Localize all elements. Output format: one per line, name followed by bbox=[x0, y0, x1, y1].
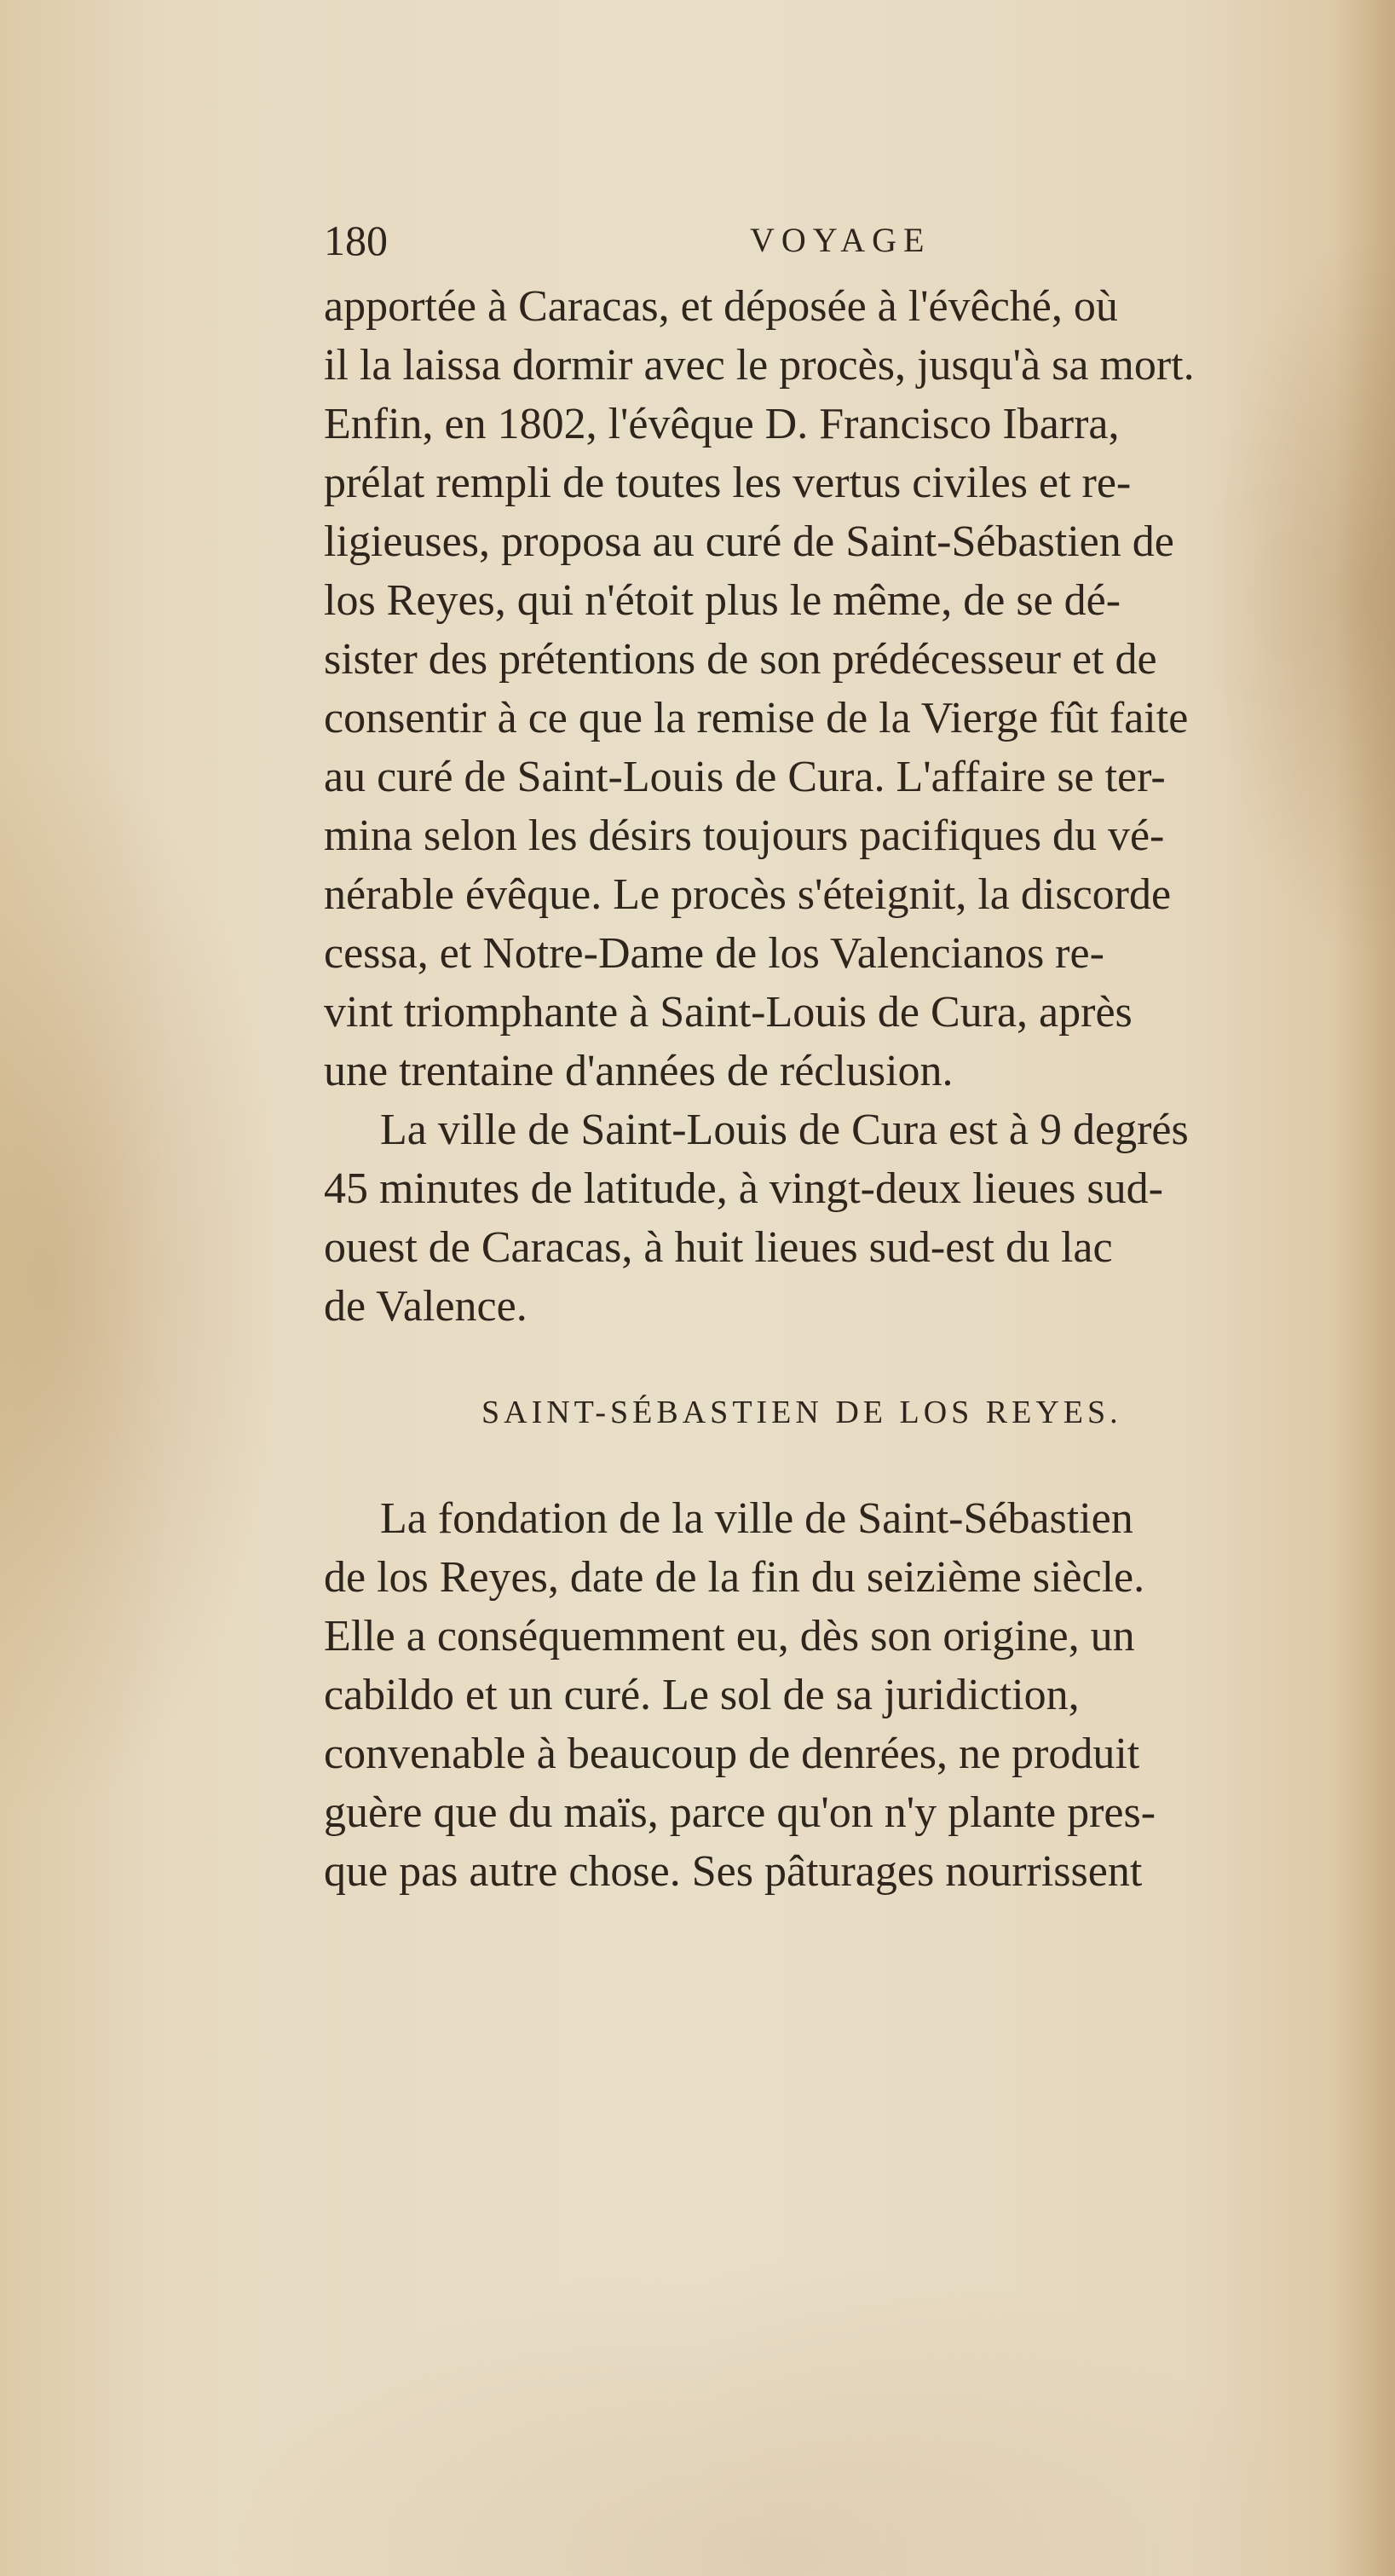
text-line: Elle a conséquemment eu, dès son origine, un bbox=[324, 1612, 1135, 1661]
text-line: los Reyes, qui n'étoit plus le même, de se dé- bbox=[324, 576, 1121, 625]
text-line: consentir à ce que la remise de la Vierge fût faite bbox=[324, 694, 1189, 742]
text-line: cabildo et un curé. Le sol de sa juridiction, bbox=[324, 1671, 1080, 1719]
page-number: 180 bbox=[324, 217, 388, 264]
running-title: VOYAGE bbox=[750, 221, 931, 259]
text-line: apportée à Caracas, et déposée à l'évêché, où bbox=[324, 282, 1118, 331]
section-heading: SAINT-SÉBASTIEN DE LOS REYES. bbox=[481, 1395, 1122, 1430]
text-line: de Valence. bbox=[324, 1282, 527, 1331]
text-line: vint triomphante à Saint-Louis de Cura, après bbox=[324, 988, 1133, 1037]
text-line: une trentaine d'années de réclusion. bbox=[324, 1047, 954, 1095]
text-line: de los Reyes, date de la fin du seizième siècle. bbox=[324, 1553, 1145, 1602]
paragraph-foundation bbox=[324, 1489, 1389, 1901]
text-line: convenable à beaucoup de denrées, ne produit bbox=[324, 1730, 1140, 1778]
text-line: La ville de Saint-Louis de Cura est à 9 degrés bbox=[380, 1106, 1189, 1154]
text-line: ligieuses, proposa au curé de Saint-Sébastien de bbox=[324, 517, 1174, 566]
text-line: La fondation de la ville de Saint-Sébastien bbox=[380, 1494, 1133, 1543]
text-line: Enfin, en 1802, l'évêque D. Francisco Ibarra, bbox=[324, 400, 1120, 448]
paragraph-location bbox=[324, 1100, 1389, 1336]
text-line: 45 minutes de latitude, à vingt-deux lieues sud- bbox=[324, 1164, 1163, 1213]
text-line: sister des prétentions de son prédécesseur et de bbox=[324, 635, 1157, 684]
text-line: guère que du maïs, parce qu'on n'y plante pres- bbox=[324, 1788, 1156, 1837]
text-line: au curé de Saint-Louis de Cura. L'affaire se ter- bbox=[324, 753, 1166, 801]
text-line: prélat rempli de toutes les vertus civiles et re- bbox=[324, 459, 1132, 507]
text-line: cessa, et Notre-Dame de los Valencianos re- bbox=[324, 929, 1104, 978]
text-line: mina selon les désirs toujours pacifiques du vé- bbox=[324, 811, 1165, 860]
text-line: ouest de Caracas, à huit lieues sud-est du lac bbox=[324, 1223, 1113, 1272]
paragraph-continuation bbox=[324, 277, 1389, 1100]
text-line: nérable évêque. Le procès s'éteignit, la discorde bbox=[324, 870, 1172, 919]
text-line: que pas autre chose. Ses pâturages nourrissent bbox=[324, 1847, 1143, 1896]
page-header bbox=[324, 215, 1329, 266]
text-line: il la laissa dormir avec le procès, jusqu'à sa mort. bbox=[324, 341, 1195, 390]
body-text bbox=[324, 277, 1389, 1901]
